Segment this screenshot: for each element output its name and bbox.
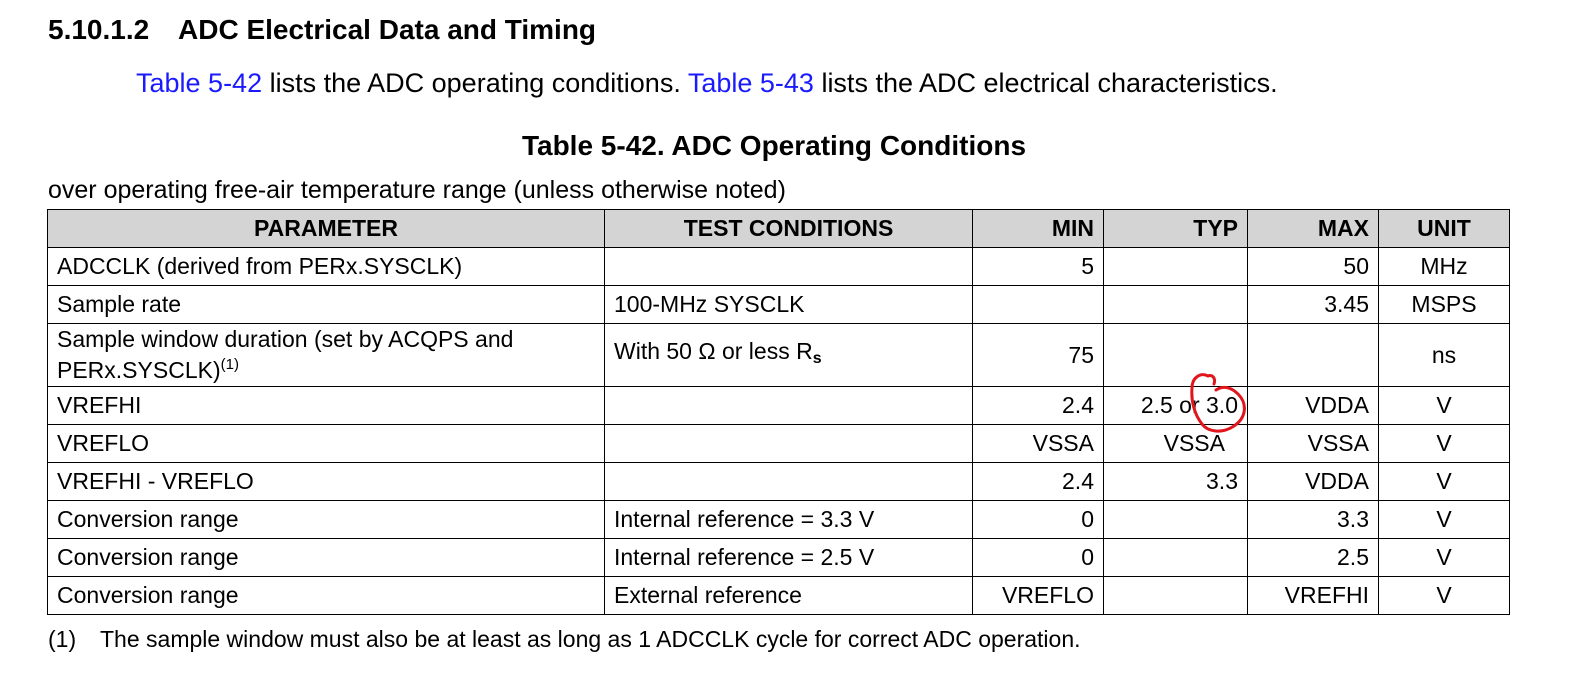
cell-typ: 2.5 or 3.0 <box>1104 387 1248 425</box>
table-row <box>48 463 1510 501</box>
intro-paragraph <box>136 68 1278 99</box>
cell-typ <box>1104 577 1248 615</box>
cell-unit: V <box>1379 425 1510 463</box>
cell-min: VSSA <box>973 425 1104 463</box>
cell-max: 3.3 <box>1248 501 1379 539</box>
cell-parameter: Conversion range <box>48 577 605 615</box>
header-typ: TYP <box>1104 210 1248 248</box>
cell-parameter: Sample rate <box>48 286 605 324</box>
parameter-line-1: Sample window duration (set by ACQPS and <box>57 326 514 352</box>
rs-subscript: s <box>812 350 822 367</box>
table-title: Table 5-42. ADC Operating Conditions <box>521 130 1027 161</box>
table-footnote <box>48 626 1081 653</box>
header-parameter: PARAMETER <box>48 210 605 248</box>
cell-test-conditions <box>605 463 973 501</box>
cell-max: 50 <box>1248 248 1379 286</box>
cell-test-conditions: Internal reference = 3.3 V <box>605 501 973 539</box>
cell-min: VREFLO <box>973 577 1104 615</box>
cell-test-conditions: Internal reference = 2.5 V <box>605 539 973 577</box>
cell-parameter: ADCCLK (derived from PERx.SYSCLK) <box>48 248 605 286</box>
section-number: 5.10.1.2 <box>48 14 150 45</box>
cell-typ <box>1104 248 1248 286</box>
header-test-conditions: TEST CONDITIONS <box>605 210 973 248</box>
cell-parameter: VREFLO <box>48 425 605 463</box>
cell-typ <box>1104 501 1248 539</box>
cell-max: VDDA <box>1248 387 1379 425</box>
table-5-42-link[interactable]: Table 5-42 <box>136 68 263 98</box>
cell-test-conditions <box>605 248 973 286</box>
cell-test-conditions <box>605 387 973 425</box>
header-unit: UNIT <box>1379 210 1510 248</box>
cell-max: 3.45 <box>1248 286 1379 324</box>
table-row <box>48 577 1510 615</box>
cell-unit: V <box>1379 501 1510 539</box>
cell-min: 0 <box>973 539 1104 577</box>
cell-max <box>1248 324 1379 387</box>
test-condition-text: With 50 Ω or less R <box>614 338 813 364</box>
table-row <box>48 501 1510 539</box>
cell-unit: MHz <box>1379 248 1510 286</box>
cell-unit: V <box>1379 539 1510 577</box>
table-note: over operating free-air temperature range (unless otherwise noted) <box>48 176 786 204</box>
cell-min: 2.4 <box>973 463 1104 501</box>
cell-parameter: Conversion range <box>48 539 605 577</box>
cell-max: VDDA <box>1248 463 1379 501</box>
cell-test-conditions <box>605 324 973 387</box>
header-max: MAX <box>1248 210 1379 248</box>
section-title: ADC Electrical Data and Timing <box>178 14 597 45</box>
table-row <box>48 387 1510 425</box>
cell-parameter: VREFHI - VREFLO <box>48 463 605 501</box>
cell-min: 75 <box>973 324 1104 387</box>
cell-test-conditions: 100-MHz SYSCLK <box>605 286 973 324</box>
cell-max: VSSA <box>1248 425 1379 463</box>
section-heading <box>48 14 596 46</box>
intro-text-2: lists the ADC electrical characteristics. <box>813 68 1278 98</box>
header-min: MIN <box>973 210 1104 248</box>
table-row <box>48 324 1510 387</box>
cell-min <box>973 286 1104 324</box>
table-row <box>48 286 1510 324</box>
footnote-mark: (1) <box>48 626 77 652</box>
cell-parameter: VREFHI <box>48 387 605 425</box>
cell-unit: MSPS <box>1379 286 1510 324</box>
cell-typ: VSSA <box>1104 425 1248 463</box>
cell-unit: V <box>1379 387 1510 425</box>
intro-text-1: lists the ADC operating conditions. <box>262 68 688 98</box>
table-5-43-link[interactable]: Table 5-43 <box>687 68 814 98</box>
cell-typ <box>1104 286 1248 324</box>
table-header-row <box>48 210 1510 248</box>
cell-max: VREFHI <box>1248 577 1379 615</box>
footnote-reference: (1) <box>220 356 239 373</box>
table-row <box>48 539 1510 577</box>
table-row <box>48 425 1510 463</box>
cell-test-conditions: External reference <box>605 577 973 615</box>
cell-min: 5 <box>973 248 1104 286</box>
cell-typ <box>1104 324 1248 387</box>
cell-parameter <box>48 324 605 387</box>
cell-unit: ns <box>1379 324 1510 387</box>
adc-operating-conditions-table <box>47 209 1510 615</box>
cell-unit: V <box>1379 577 1510 615</box>
cell-max: 2.5 <box>1248 539 1379 577</box>
footnote-text: The sample window must also be at least as long as 1 ADCCLK cycle for correct ADC operation. <box>100 626 1081 652</box>
cell-typ <box>1104 539 1248 577</box>
cell-test-conditions <box>605 425 973 463</box>
parameter-line-2: PERx.SYSCLK) <box>57 357 221 383</box>
cell-min: 0 <box>973 501 1104 539</box>
cell-unit: V <box>1379 463 1510 501</box>
table-row <box>48 248 1510 286</box>
cell-typ: 3.3 <box>1104 463 1248 501</box>
cell-min: 2.4 <box>973 387 1104 425</box>
cell-parameter: Conversion range <box>48 501 605 539</box>
